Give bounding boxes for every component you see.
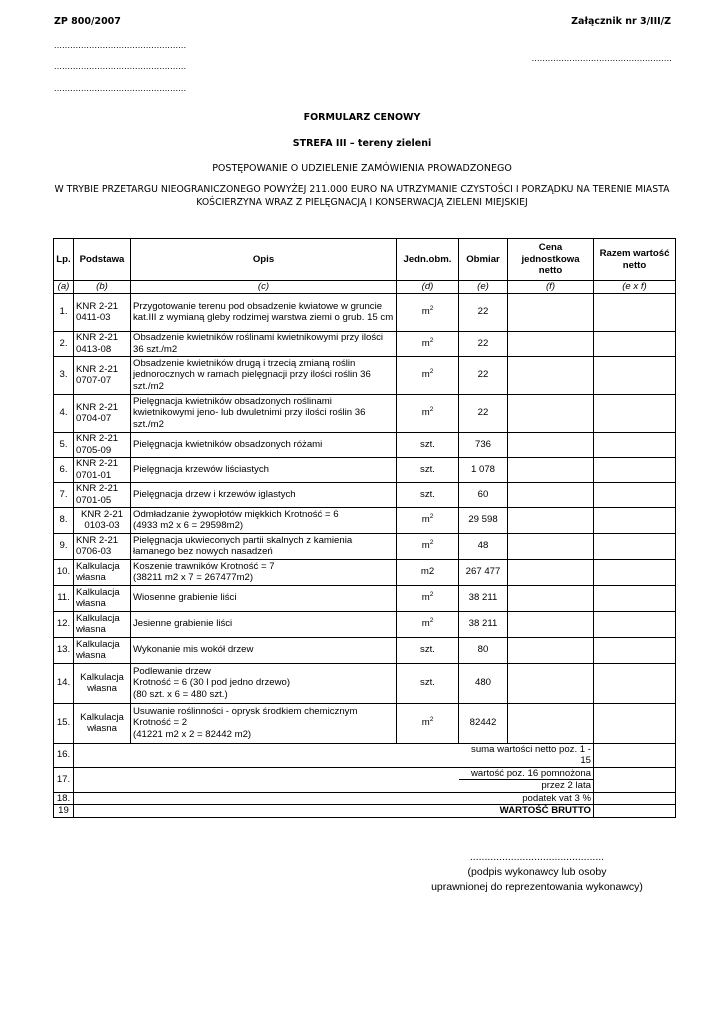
opis-line-2: (4933 m2 x 6 = 29598m2) xyxy=(133,520,244,531)
row-podstawa: Kalkulacja własna xyxy=(74,703,131,743)
unit-base: m xyxy=(421,337,430,349)
summary-label-total: WARTOŚĆ BRUTTO xyxy=(459,805,594,818)
row-cena-empty[interactable] xyxy=(508,356,594,394)
row-obmiar: 22 xyxy=(459,356,508,394)
row-lp: 2. xyxy=(54,331,74,356)
row-unit xyxy=(397,559,459,585)
summary-blank xyxy=(74,805,459,818)
row-razem-empty[interactable] xyxy=(594,533,676,559)
unit-sup: 2 xyxy=(429,716,434,724)
row-lp: 7. xyxy=(54,482,74,507)
row-obmiar: 1 078 xyxy=(459,457,508,482)
table-row xyxy=(54,507,676,533)
row-razem-empty[interactable] xyxy=(594,356,676,394)
unit-base: szt. xyxy=(420,644,435,656)
row-podstawa: KNR 2-21 0704-07 xyxy=(74,394,131,432)
row-unit xyxy=(397,507,459,533)
unit-base: m xyxy=(421,306,430,318)
row-razem-empty[interactable] xyxy=(594,585,676,611)
row-cena-empty[interactable] xyxy=(508,637,594,663)
row-cena-empty[interactable] xyxy=(508,432,594,457)
row-obmiar: 22 xyxy=(459,394,508,432)
row-opis xyxy=(131,507,397,533)
row-razem-empty[interactable] xyxy=(594,394,676,432)
row-podstawa: Kalkulacja własna xyxy=(74,585,131,611)
summary-blank xyxy=(74,792,459,805)
summary-value-empty[interactable] xyxy=(594,792,676,805)
row-opis: Pielęgnacja drzew i krzewów iglastych xyxy=(131,482,397,507)
row-unit xyxy=(397,585,459,611)
row-podstawa: KNR 2-21 0706-03 xyxy=(74,533,131,559)
row-cena-empty[interactable] xyxy=(508,331,594,356)
row-cena-empty[interactable] xyxy=(508,507,594,533)
table-header-row xyxy=(54,239,676,281)
letter-ef: (e x f) xyxy=(594,281,676,294)
unit-sup: 2 xyxy=(429,617,434,625)
row-obmiar: 267 477 xyxy=(459,559,508,585)
row-podstawa: KNR 2-21 0413-08 xyxy=(74,331,131,356)
opis-line-1: Podlewanie drzew xyxy=(133,665,211,677)
unit-base: m xyxy=(421,618,430,630)
letter-e: (e) xyxy=(459,281,508,294)
signature-line-1: (podpis wykonawcy lub osoby xyxy=(467,866,607,878)
attachment-number: Załącznik nr 3/III/Z xyxy=(571,16,671,27)
summary-lp: 17. xyxy=(54,767,74,792)
summary-row-16 xyxy=(54,743,676,767)
row-razem-empty[interactable] xyxy=(594,611,676,637)
row-opis: Wiosenne grabienie liści xyxy=(131,585,397,611)
letter-b: (b) xyxy=(74,281,131,294)
row-lp: 14. xyxy=(54,663,74,703)
row-lp: 12. xyxy=(54,611,74,637)
row-obmiar: 22 xyxy=(459,331,508,356)
row-lp: 3. xyxy=(54,356,74,394)
row-unit xyxy=(397,637,459,663)
row-cena-empty[interactable] xyxy=(508,559,594,585)
row-lp: 13. xyxy=(54,637,74,663)
row-obmiar: 82442 xyxy=(459,703,508,743)
unit-sup: 2 xyxy=(429,591,434,599)
header-obmiar: Obmiar xyxy=(459,239,508,281)
row-razem-empty[interactable] xyxy=(594,482,676,507)
row-cena-empty[interactable] xyxy=(508,533,594,559)
unit-base: m xyxy=(421,540,430,552)
row-unit xyxy=(397,663,459,703)
opis-line-2: Krotność = 2 xyxy=(133,717,188,729)
row-podstawa: KNR 2-21 0103-03 xyxy=(74,507,131,533)
summary-label: przez 2 lata xyxy=(459,780,594,793)
row-opis: Obsadzenie kwietników drugą i trzecią zmianą roślin jednorocznych w ramach pielęgnacji przy ilości roślin 36 szt./m2 xyxy=(131,356,397,394)
row-razem-empty[interactable] xyxy=(594,293,676,331)
unit-sup: 2 xyxy=(429,336,434,344)
header-podstawa: Podstawa xyxy=(74,239,131,281)
row-obmiar: 736 xyxy=(459,432,508,457)
row-lp: 1. xyxy=(54,293,74,331)
header-cena: Cena jednostkowa netto xyxy=(508,239,594,281)
row-obmiar: 60 xyxy=(459,482,508,507)
unit-base: szt. xyxy=(420,677,435,689)
unit-base: szt. xyxy=(420,463,435,475)
row-opis: Pielęgnacja ukwieconych partii skalnych z kamienia łamanego bez nowych nasadzeń xyxy=(131,533,397,559)
row-opis: Pielęgnacja krzewów liściastych xyxy=(131,457,397,482)
summary-label: suma wartości netto poz. 1 - 15 xyxy=(459,743,594,767)
table-row xyxy=(54,356,676,394)
row-lp: 10. xyxy=(54,559,74,585)
unit-base: m xyxy=(421,369,430,381)
row-cena-empty[interactable] xyxy=(508,457,594,482)
row-lp: 15. xyxy=(54,703,74,743)
unit-base: m xyxy=(421,717,430,729)
summary-blank xyxy=(74,767,459,792)
summary-row-18 xyxy=(54,792,676,805)
row-lp: 4. xyxy=(54,394,74,432)
row-podstawa: Kalkulacja własna xyxy=(74,663,131,703)
row-podstawa: KNR 2-21 0701-01 xyxy=(74,457,131,482)
summary-value-empty[interactable] xyxy=(594,743,676,767)
header-jedn: Jedn.obm. xyxy=(397,239,459,281)
row-obmiar: 480 xyxy=(459,663,508,703)
letter-f: (f) xyxy=(508,281,594,294)
unit-base: m2 xyxy=(420,566,435,578)
row-unit xyxy=(397,482,459,507)
unit-base: m xyxy=(421,514,430,526)
table-row xyxy=(54,585,676,611)
row-podstawa: Kalkulacja własna xyxy=(74,559,131,585)
table-row xyxy=(54,482,676,507)
row-cena-empty[interactable] xyxy=(508,482,594,507)
zone-title: STREFA III – tereny zieleni xyxy=(292,138,432,149)
row-podstawa: KNR 2-21 0707-07 xyxy=(74,356,131,394)
row-unit xyxy=(397,533,459,559)
row-opis: Wykonanie mis wokół drzew xyxy=(131,637,397,663)
opis-line-1: Odmładzanie żywopłotów miękkich Krotność = 6 xyxy=(133,508,339,520)
table-row xyxy=(54,703,676,743)
summary-lp: 19 xyxy=(54,805,74,818)
unit-sup: 2 xyxy=(429,513,434,521)
row-opis: Jesienne grabienie liści xyxy=(131,611,397,637)
summary-row-19 xyxy=(54,805,676,818)
letter-a: (a) xyxy=(54,281,74,294)
row-opis xyxy=(131,559,397,585)
unit-sup: 2 xyxy=(429,406,434,414)
signature-block xyxy=(412,850,662,895)
unit-base: m xyxy=(421,592,430,604)
dots-line-3: ................................................. xyxy=(54,83,187,93)
row-opis: Przygotowanie terenu pod obsadzenie kwiatowe w gruncie kat.III z wymianą gleby rodzimej warstwa ziemi o grub. 15 cm xyxy=(131,293,397,331)
table-letters-row xyxy=(54,281,676,294)
table-row xyxy=(54,394,676,432)
summary-row-17 xyxy=(54,767,676,780)
row-unit xyxy=(397,703,459,743)
unit-sup: 2 xyxy=(429,368,434,376)
unit-base: szt. xyxy=(420,438,435,450)
opis-line-3: (80 szt. x 6 = 480 szt.) xyxy=(133,688,228,700)
row-cena-empty[interactable] xyxy=(508,703,594,743)
row-opis xyxy=(131,703,397,743)
row-podstawa: KNR 2-21 0701-05 xyxy=(74,482,131,507)
row-podstawa: Kalkulacja własna xyxy=(74,637,131,663)
letter-d: (d) xyxy=(397,281,459,294)
letter-c: (c) xyxy=(131,281,397,294)
row-cena-empty[interactable] xyxy=(508,663,594,703)
row-unit xyxy=(397,432,459,457)
unit-base: szt. xyxy=(420,488,435,500)
table-row xyxy=(54,432,676,457)
row-obmiar: 38 211 xyxy=(459,585,508,611)
document-reference: ZP 800/2007 xyxy=(54,16,121,27)
row-obmiar: 38 211 xyxy=(459,611,508,637)
header-lp: Lp. xyxy=(54,239,74,281)
tender-description: W TRYBIE PRZETARGU NIEOGRANICZONEGO POWYŻEJ 211.000 EURO NA UTRZYMANIE CZYSTOŚCI I PORZĄDKU NA TERENIE MIASTA KOŚCIERZYNA WRAZ Z PIELĘGNACJĄ I KONSERWACJĄ ZIELENI MIEJSKIEJ xyxy=(54,184,670,208)
row-lp: 5. xyxy=(54,432,74,457)
row-obmiar: 80 xyxy=(459,637,508,663)
row-opis: Obsadzenie kwietników roślinami kwietnikowymi przy ilości 36 szt./m2 xyxy=(131,331,397,356)
table-row xyxy=(54,457,676,482)
summary-blank xyxy=(74,743,459,767)
row-podstawa: KNR 2-21 0705-09 xyxy=(74,432,131,457)
table-row xyxy=(54,663,676,703)
opis-line-1: Usuwanie roślinności - oprysk środkiem chemicznym xyxy=(133,705,358,717)
row-obmiar: 48 xyxy=(459,533,508,559)
row-lp: 11. xyxy=(54,585,74,611)
row-cena-empty[interactable] xyxy=(508,611,594,637)
row-lp: 9. xyxy=(54,533,74,559)
summary-label: wartość poz. 16 pomnożona xyxy=(459,767,594,780)
table-row xyxy=(54,637,676,663)
row-podstawa: KNR 2-21 0411-03 xyxy=(74,293,131,331)
row-unit xyxy=(397,293,459,331)
row-unit xyxy=(397,331,459,356)
row-opis: Pielęgnacja kwietników obsadzonych różami xyxy=(131,432,397,457)
header-razem: Razem wartość netto xyxy=(594,239,676,281)
row-podstawa: Kalkulacja własna xyxy=(74,611,131,637)
table-row xyxy=(54,611,676,637)
row-lp: 6. xyxy=(54,457,74,482)
dots-line-1: ................................................. xyxy=(54,40,187,50)
table-row xyxy=(54,331,676,356)
signature-line-2: uprawnionej do reprezentowania wykonawcy) xyxy=(431,881,643,893)
summary-lp: 18. xyxy=(54,792,74,805)
row-razem-empty[interactable] xyxy=(594,457,676,482)
summary-label: podatek vat 3 % xyxy=(459,792,594,805)
unit-base: m xyxy=(421,407,430,419)
opis-line-2: Krotność = 6 (30 l pod jedno drzewo) xyxy=(133,677,291,689)
opis-line-1: Koszenie trawników Krotność = 7 xyxy=(133,560,275,572)
row-razem-empty[interactable] xyxy=(594,637,676,663)
row-cena-empty[interactable] xyxy=(508,293,594,331)
row-razem-empty[interactable] xyxy=(594,432,676,457)
row-opis xyxy=(131,663,397,703)
row-razem-empty[interactable] xyxy=(594,331,676,356)
procedure-title: POSTĘPOWANIE O UDZIELENIE ZAMÓWIENIA PROWADZONEGO xyxy=(212,163,512,174)
row-obmiar: 22 xyxy=(459,293,508,331)
unit-sup: 2 xyxy=(429,305,434,313)
table-row xyxy=(54,533,676,559)
row-lp: 8. xyxy=(54,507,74,533)
opis-line-3: (41221 m2 x 2 = 82442 m2) xyxy=(133,728,252,740)
row-razem-empty[interactable] xyxy=(594,559,676,585)
row-opis: Pielęgnacja kwietników obsadzonych roślinami kwietnikowymi jeno- lub dwuletnimi przy ilości roślin 36 szt./m2 xyxy=(131,394,397,432)
signature-dots: .............................................. xyxy=(469,851,605,863)
header-opis: Opis xyxy=(131,239,397,281)
row-unit xyxy=(397,457,459,482)
dots-line-2: ................................................. xyxy=(54,61,187,71)
row-razem-empty[interactable] xyxy=(594,663,676,703)
table-row xyxy=(54,293,676,331)
row-unit xyxy=(397,394,459,432)
unit-sup: 2 xyxy=(429,539,434,547)
row-unit xyxy=(397,611,459,637)
row-unit xyxy=(397,356,459,394)
row-cena-empty[interactable] xyxy=(508,394,594,432)
row-razem-empty[interactable] xyxy=(594,507,676,533)
table-row xyxy=(54,559,676,585)
row-obmiar: 29 598 xyxy=(459,507,508,533)
price-table xyxy=(53,238,676,818)
opis-line-2: (38211 m2 x 7 = 267477m2) xyxy=(133,572,254,583)
summary-lp: 16. xyxy=(54,743,74,767)
dots-line-right: .................................................... xyxy=(531,53,672,63)
summary-value-empty[interactable] xyxy=(594,805,676,818)
row-cena-empty[interactable] xyxy=(508,585,594,611)
form-title: FORMULARZ CENOWY xyxy=(303,112,421,123)
summary-value-empty[interactable] xyxy=(594,767,676,792)
row-razem-empty[interactable] xyxy=(594,703,676,743)
